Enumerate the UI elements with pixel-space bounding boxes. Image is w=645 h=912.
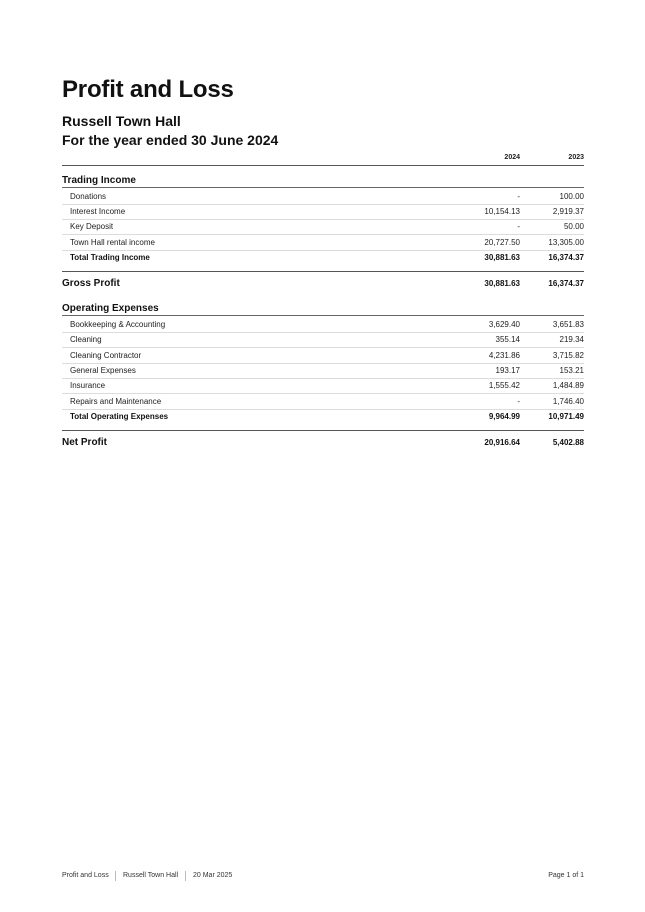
row-value-2023: 3,651.83 [552,320,584,329]
total-value-2023: 10,971.49 [548,412,584,421]
report-period: For the year ended 30 June 2024 [62,132,279,148]
footer-date: 20 Mar 2025 [193,872,233,879]
net-profit-2023: 5,402.88 [552,438,584,447]
row-value-2023: 1,484.89 [552,381,584,390]
page-footer [62,872,584,884]
total-value-2024: 9,964.99 [488,412,520,421]
row-label: Repairs and Maintenance [70,397,162,406]
footer-divider [185,871,186,881]
net-profit-2024: 20,916.64 [484,438,520,447]
table-row [62,394,584,410]
row-value-2024: 193.17 [495,366,520,375]
total-trading-income-row [62,250,584,265]
total-value-2023: 16,374.37 [548,253,584,262]
row-label: Cleaning [70,335,102,344]
row-value-2023: 100.00 [559,192,584,201]
table-row [62,219,584,235]
row-label: Interest Income [70,207,126,216]
table-row [62,317,584,333]
row-value-2024: 355.14 [495,335,520,344]
row-value-2023: 3,715.82 [552,351,584,360]
gross-profit-2024: 30,881.63 [484,279,520,288]
row-label: Donations [70,192,107,201]
column-header-2024: 2024 [504,154,520,161]
row-value-2024: 1,555.42 [488,381,520,390]
footer-divider [115,871,116,881]
table-row [62,235,584,251]
row-value-2023: 219.34 [559,335,584,344]
row-label: Cleaning Contractor [70,351,142,360]
table-row [62,378,584,394]
operating-expenses-heading: Operating Expenses [62,303,584,316]
table-row [62,348,584,364]
row-value-2024: 10,154.13 [484,207,520,216]
row-value-2023: 1,746.40 [552,397,584,406]
row-value-2023: 2,919.37 [552,207,584,216]
report-title: Profit and Loss [62,76,234,103]
net-profit-label: Net Profit [62,437,107,448]
gross-profit-label: Gross Profit [62,278,120,289]
organization-name: Russell Town Hall [62,113,181,129]
row-value-2024: 20,727.50 [484,238,520,247]
row-value-2024: 3,629.40 [488,320,520,329]
row-label: General Expenses [70,366,136,375]
column-header-2023: 2023 [568,154,584,161]
row-label: Town Hall rental income [70,238,155,247]
row-value-2024: - [517,397,520,406]
trading-income-heading: Trading Income [62,175,584,188]
table-row [62,204,584,220]
row-value-2023: 50.00 [563,222,584,231]
row-label: Key Deposit [70,222,114,231]
footer-report-name: Profit and Loss [62,872,109,879]
table-row [62,189,584,205]
total-label: Total Trading Income [70,253,150,262]
table-row [62,332,584,348]
gross-profit-2023: 16,374.37 [548,279,584,288]
footer-organization: Russell Town Hall [123,872,179,879]
row-value-2024: 4,231.86 [488,351,520,360]
gross-profit-row [62,271,584,292]
column-header-row [62,148,584,166]
table-row [62,363,584,379]
total-value-2024: 30,881.63 [484,253,520,262]
footer-page-number: Page 1 of 1 [548,872,584,879]
row-value-2024: - [517,222,520,231]
report-page [62,0,584,912]
total-operating-expenses-row [62,409,584,424]
row-value-2023: 153.21 [559,366,584,375]
net-profit-row [62,430,584,451]
row-label: Bookkeeping & Accounting [70,320,166,329]
row-value-2024: - [517,192,520,201]
total-label: Total Operating Expenses [70,412,169,421]
row-value-2023: 13,305.00 [548,238,584,247]
row-label: Insurance [70,381,106,390]
